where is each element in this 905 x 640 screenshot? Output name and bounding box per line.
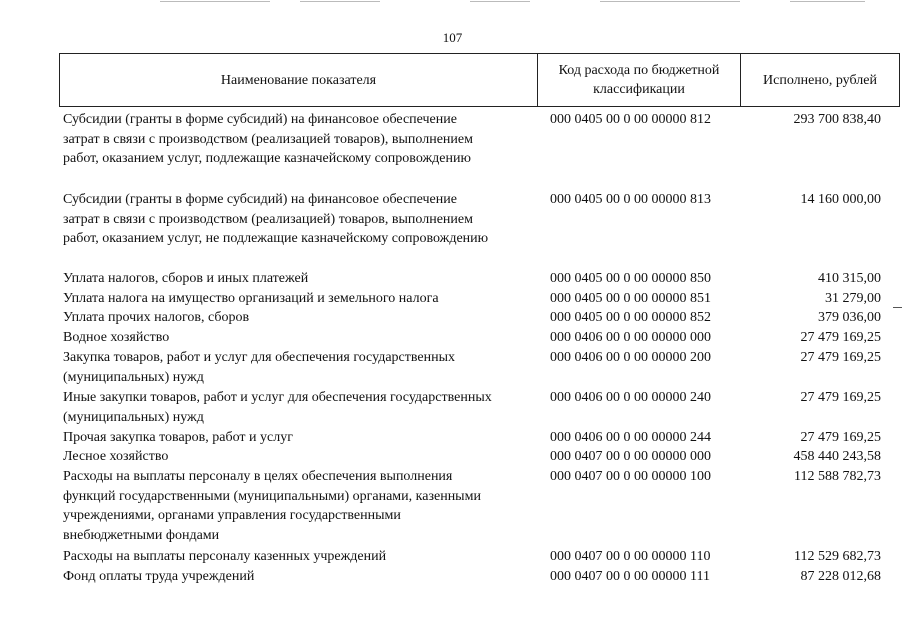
row-amount: 87 228 012,68 (800, 569, 881, 584)
row-amount: 112 588 782,73 (794, 469, 881, 484)
row-amount: 410 315,00 (818, 271, 881, 286)
row-name: Прочая закупка товаров, работ и услуг (63, 430, 293, 445)
row-name: Водное хозяйство (63, 330, 170, 345)
row-code: 000 0407 00 0 00 00000 100 (550, 469, 711, 484)
margin-mark (893, 307, 902, 308)
row-code: 000 0407 00 0 00 00000 000 (550, 449, 711, 464)
row-name: Субсидии (гранты в форме субсидий) на финансовое обеспечение затрат в связи с производством (реализацией) товаров, выполнением работ, оказанием услуг, не подлежащие казначейскому сопровождению (63, 192, 489, 246)
row-amount: 458 440 243,58 (793, 449, 881, 464)
header-code: Код расхода по бюджетной классификации (537, 54, 740, 106)
row-code: 000 0405 00 0 00 00000 852 (550, 310, 711, 325)
row-name: Расходы на выплаты персоналу в целях обеспечения выполнения функций государственными (муниципальными) органами, казенными учреждениями, органами управления государственными внебюджетными фондами (63, 469, 481, 543)
header-name: Наименование показателя (220, 72, 377, 88)
row-name: Закупка товаров, работ и услуг для обеспечения государственных (муниципальных) нужд (63, 350, 456, 385)
top-scan-marks (0, 0, 905, 6)
row-code: 000 0406 00 0 00 00000 000 (550, 330, 711, 345)
row-name: Иные закупки товаров, работ и услуг для обеспечения государственных (муниципальных) нужд (63, 390, 492, 425)
row-name: Уплата налога на имущество организаций и земельного налога (63, 291, 439, 306)
row-code: 000 0406 00 0 00 00000 200 (550, 350, 711, 365)
row-amount: 27 479 169,25 (800, 350, 881, 365)
row-code: 000 0407 00 0 00 00000 110 (550, 549, 711, 564)
row-code: 000 0407 00 0 00 00000 111 (550, 569, 710, 584)
row-amount: 27 479 169,25 (800, 430, 881, 445)
table-header (59, 53, 900, 107)
row-code: 000 0406 00 0 00 00000 240 (550, 390, 711, 405)
row-amount: 31 279,00 (825, 291, 881, 306)
row-amount: 27 479 169,25 (800, 390, 881, 405)
row-amount: 293 700 838,40 (793, 112, 881, 127)
row-name: Субсидии (гранты в форме субсидий) на финансовое обеспечение затрат в связи с производством (реализацией товаров), выполнением работ, оказанием услуг, подлежащие казначейскому сопровождению (63, 112, 473, 166)
row-amount: 27 479 169,25 (800, 330, 881, 345)
row-code: 000 0405 00 0 00 00000 851 (550, 291, 711, 306)
row-name: Фонд оплаты труда учреждений (63, 569, 255, 584)
row-code: 000 0405 00 0 00 00000 850 (550, 271, 711, 286)
row-amount: 379 036,00 (818, 310, 881, 325)
row-amount: 14 160 000,00 (800, 192, 881, 207)
row-code: 000 0405 00 0 00 00000 812 (550, 112, 711, 127)
row-code: 000 0406 00 0 00 00000 244 (550, 430, 711, 445)
row-name: Расходы на выплаты персоналу казенных учреждений (63, 549, 387, 564)
row-name: Уплата прочих налогов, сборов (63, 310, 250, 325)
row-amount: 112 529 682,73 (794, 549, 881, 564)
header-amount: Исполнено, рублей (740, 54, 899, 106)
row-name: Лесное хозяйство (63, 449, 169, 464)
row-code: 000 0405 00 0 00 00000 813 (550, 192, 711, 207)
row-name: Уплата налогов, сборов и иных платежей (63, 271, 309, 286)
page-number: 107 (442, 30, 463, 45)
